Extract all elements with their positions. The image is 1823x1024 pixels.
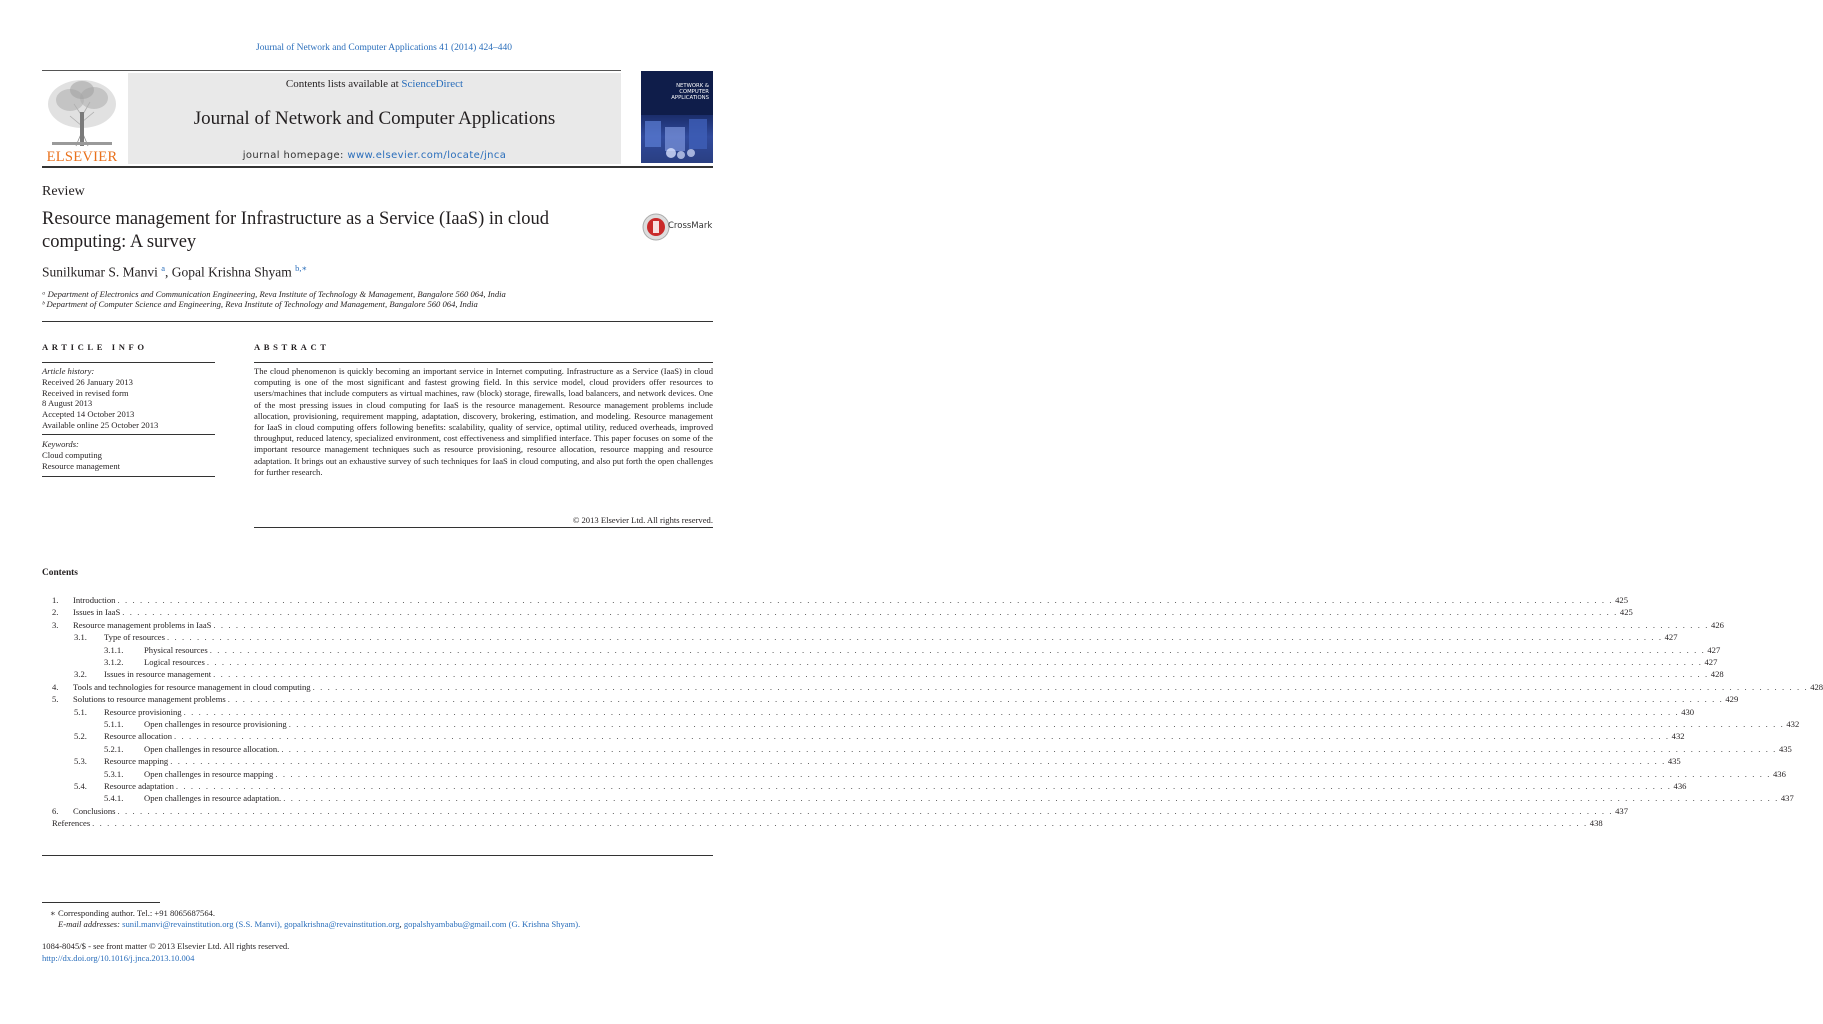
toc-entry-number: 5.4.1. <box>104 793 124 804</box>
toc-entry-number: 6. <box>52 805 59 816</box>
toc-entry-number: 5.3. <box>74 756 87 767</box>
toc-entry[interactable] <box>42 743 1792 756</box>
toc-entry-label: Issues in IaaS <box>73 607 121 618</box>
toc-entry-leader: . . . . . . . . . . . . . . . . . . . . . . . . . . . . . . . . . . . . . . . . . . . . . . . . . . . . . . . . . . . . . . . . . . . . . . . . . . . . . . . . . . . . . . . . . . . . . . . . . . . . . . . . . . . . . . . . . . . . . . . . . . . . . . . . . . . . . . . . . . . . . . . . . . . . . . . . . . . . . . . . . . . . . . . . . . . . . . . . . . . . . . . . . . . . . . . . . . . . . . . . <box>183 706 1680 717</box>
toc-entry-label: Resource adaptation <box>104 781 174 791</box>
abstract-copyright: © 2013 Elsevier Ltd. All rights reserved. <box>572 515 713 525</box>
email-link[interactable]: sunil.manvi@revainstitution.org <box>122 919 234 929</box>
toc-entry-page: 435 <box>1667 756 1681 767</box>
homepage-label: journal homepage: <box>242 150 348 161</box>
cover-title <box>671 83 709 102</box>
affiliation-a: ᵃ Department of Electronics and Communication Engineering, Reva Institute of Technology & Management, Bangalore 560 064, India <box>42 289 506 299</box>
toc-entry-leader: . . . . . . . . . . . . . . . . . . . . . . . . . . . . . . . . . . . . . . . . . . . . . . . . . . . . . . . . . . . . . . . . . . . . . . . . . . . . . . . . . . . . . . . . . . . . . . . . . . . . . . . . . . . . . . . . . . . . . . . . . . . . . . . . . . . . . . . . . . . . . . . . . . . . . . . . . . . . . . . . . . . . . . . . . . . . . . . . . . . . . . . . . . . . . . . . . . . . . . . . <box>206 657 1703 667</box>
toc-entry[interactable] <box>42 595 1628 607</box>
toc-entry-label: References <box>52 818 91 829</box>
toc-entry[interactable] <box>42 818 1603 830</box>
toc-entry[interactable] <box>42 793 1794 805</box>
toc-entry-number: 3.1. <box>74 632 87 643</box>
homepage-link[interactable]: www.elsevier.com/locate/jnca <box>347 150 507 161</box>
toc-entry-page: 432 <box>1671 731 1685 742</box>
toc-entry-label: Resource mapping <box>104 756 169 767</box>
toc-entry-leader: . . . . . . . . . . . . . . . . . . . . . . . . . . . . . . . . . . . . . . . . . . . . . . . . . . . . . . . . . . . . . . . . . . . . . . . . . . . . . . . . . . . . . . . . . . . . . . . . . . . . . . . . . . . . . . . . . . . . . . . . . . . . . . . . . . . . . . . . . . . . . . . . . . . . . . . . . . . . . . . . . . . . . . . . . . . . . . . . . . . . . . . . . . . . . . . . . . . . . . . . <box>213 669 1709 680</box>
toc-entry-label: Logical resources <box>144 657 205 667</box>
toc-entry[interactable] <box>42 607 1633 619</box>
toc-entry-page: 437 <box>1780 793 1794 804</box>
contents-heading: Contents <box>42 568 78 578</box>
history-label: Article history: <box>42 366 95 376</box>
abstract-text: The cloud phenomenon is quickly becoming an important service in Internet computing. Infrastructure as a Service (IaaS) in cloud computing is one of the most significant and fastest growing field. In this service model, cloud providers offer resources to users/machines that include computers as virtual machines, raw (block) storage, firewalls, load balancers, and network devices. One of the most pressing issues in cloud computing for IaaS is the resource management. Resource management problems include allocation, provisioning, requirement mapping, adaptation, discovery, brokering, estimation, and modeling. Resource management for IaaS in cloud computing offers following benefits: scalability, quality of service, optimal utility, reduced overheads, improved throughput, reduced latency, specialized environment, cost effectiveness and simplified interface. This paper focuses on some of the important resource management techniques such as resource provisioning, resource allocation, resource mapping and resource adaptation. It brings out an exhaustive survey of such techniques for IaaS in cloud computing, and also put forth the open challenges for further research. <box>254 366 713 477</box>
article-info-rule <box>42 476 215 477</box>
elsevier-wordmark: ELSEVIER <box>46 149 118 165</box>
toc-entry-label: Open challenges in resource mapping <box>144 768 274 779</box>
toc-entry-page: 428 <box>1710 669 1724 680</box>
toc-entry-label: Tools and technologies for resource management in cloud computing <box>73 681 311 692</box>
toc-entry[interactable] <box>42 681 1823 694</box>
email-label: E-mail addresses: <box>58 919 123 929</box>
toc-entry-page: 425 <box>1619 607 1633 618</box>
abstract-heading: ABSTRACT <box>254 342 330 352</box>
toc-entry-leader: . . . . . . . . . . . . . . . . . . . . . . . . . . . . . . . . . . . . . . . . . . . . . . . . . . . . . . . . . . . . . . . . . . . . . . . . . . . . . . . . . . . . . . . . . . . . . . . . . . . . . . . . . . . . . . . . . . . . . . . . . . . . . . . . . . . . . . . . . . . . . . . . . . . . . . . . . . . . . . . . . . . . . . . . . . . . . . . . . . . . . . . . . . . . . . . . . . . . . . . . <box>117 805 1614 816</box>
toc-entry-number: 5. <box>52 694 59 705</box>
contents-rule <box>42 855 713 856</box>
toc-entry-number: 3.1.2. <box>104 657 124 667</box>
history-line: Received 26 January 2013 <box>42 376 133 387</box>
email-addresses <box>58 919 580 929</box>
toc-entry-page: 427 <box>1664 632 1678 643</box>
toc-entry-page: 427 <box>1704 657 1718 667</box>
cover-title-line1: NETWORK & <box>676 83 709 89</box>
toc-entry-number: 3.1.1. <box>104 644 124 655</box>
toc-entry[interactable] <box>42 644 1721 657</box>
toc-entry[interactable] <box>42 781 1687 793</box>
article-info-rule <box>42 434 215 435</box>
crossmark-label: CrossMark <box>668 221 713 231</box>
toc-entry-page: 430 <box>1681 706 1695 717</box>
author-affiliation-ref[interactable]: b,∗ <box>295 263 308 273</box>
header-rule-top <box>42 70 621 71</box>
email-owner: (S.S. Manvi), <box>233 919 285 929</box>
issn-line: 1084-8045/$ - see front matter © 2013 Elsevier Ltd. All rights reserved. <box>42 941 290 951</box>
cover-title-line2: COMPUTER <box>679 89 709 96</box>
toc-entry-leader: . . . . . . . . . . . . . . . . . . . . . . . . . . . . . . . . . . . . . . . . . . . . . . . . . . . . . . . . . . . . . . . . . . . . . . . . . . . . . . . . . . . . . . . . . . . . . . . . . . . . . . . . . . . . . . . . . . . . . . . . . . . . . . . . . . . . . . . . . . . . . . . . . . . . . . . . . . . . . . . . . . . . . . . . . . . . . . . . . . . . . . . . . . . . . . . . . . . . . . . . <box>170 756 1666 767</box>
toc-entry-label: Open challenges in resource allocation. <box>144 743 280 754</box>
keywords-block <box>42 439 215 471</box>
toc-entry[interactable] <box>42 657 1718 669</box>
journal-cover-image[interactable] <box>641 71 713 163</box>
history-line: Accepted 14 October 2013 <box>42 409 135 420</box>
toc-entry-number: 5.2. <box>74 731 87 742</box>
cover-title-line3: APPLICATIONS <box>671 95 709 102</box>
journal-citation[interactable]: Journal of Network and Computer Applications 41 (2014) 424–440 <box>256 43 512 53</box>
toc-entry-leader: . . . . . . . . . . . . . . . . . . . . . . . . . . . . . . . . . . . . . . . . . . . . . . . . . . . . . . . . . . . . . . . . . . . . . . . . . . . . . . . . . . . . . . . . . . . . . . . . . . . . . . . . . . . . . . . . . . . . . . . . . . . . . . . . . . . . . . . . . . . . . . . . . . . . . . . . . . . . . . . . . . . . . . . . . . . . . . . . . . . . . . . . . . . . . . . . . . . . . . . . <box>213 619 1710 630</box>
toc-entry[interactable] <box>42 706 1695 719</box>
affiliation-b: ᵇ Department of Computer Science and Engineering, Reva Institute of Technology and Management, Bangalore 560 064, India <box>42 299 478 309</box>
history-line: 8 August 2013 <box>42 398 93 409</box>
toc-entry-number: 5.3.1. <box>104 768 124 779</box>
toc-entry-leader: . . . . . . . . . . . . . . . . . . . . . . . . . . . . . . . . . . . . . . . . . . . . . . . . . . . . . . . . . . . . . . . . . . . . . . . . . . . . . . . . . . . . . . . . . . . . . . . . . . . . . . . . . . . . . . . . . . . . . . . . . . . . . . . . . . . . . . . . . . . . . . . . . . . . . . . . . . . . . . . . . . . . . . . . . . . . . . . . . . . . . . . . . . . . . . . . . . . . . . . . <box>281 743 1777 754</box>
keyword: Resource management <box>42 460 121 471</box>
contents-available-text: Contents lists available at <box>285 78 402 90</box>
article-title: Resource management for Infrastructure as a Service (IaaS) in cloud computing: A survey <box>42 209 549 252</box>
journal-title: Journal of Network and Computer Applications <box>193 108 556 129</box>
toc-entry-label: Solutions to resource management problems <box>73 694 226 705</box>
doi-link[interactable]: http://dx.doi.org/10.1016/j.jnca.2013.10.004 <box>42 953 195 963</box>
toc-entry-label: Resource management problems in IaaS <box>73 619 212 630</box>
toc-entry-number: 5.1. <box>74 706 87 717</box>
journal-homepage-line <box>128 150 621 161</box>
toc-entry-label: Introduction <box>73 595 116 605</box>
email-owner: (G. Krishna Shyam). <box>506 919 581 929</box>
toc-entry[interactable] <box>42 694 1739 706</box>
toc-entry[interactable] <box>42 632 1678 644</box>
toc-entry[interactable] <box>42 756 1681 768</box>
toc-entry-number: 5.2.1. <box>104 743 124 754</box>
article-type: Review <box>42 184 85 199</box>
article-info-rule <box>42 362 215 363</box>
email-separator: , <box>399 919 404 929</box>
history-line: Available online 25 October 2013 <box>42 419 159 430</box>
toc-entry-page: 438 <box>1589 818 1603 829</box>
toc-entry-leader: . . . . . . . . . . . . . . . . . . . . . . . . . . . . . . . . . . . . . . . . . . . . . . . . . . . . . . . . . . . . . . . . . . . . . . . . . . . . . . . . . . . . . . . . . . . . . . . . . . . . . . . . . . . . . . . . . . . . . . . . . . . . . . . . . . . . . . . . . . . . . . . . . . . . . . . . . . . . . . . . . . . . . . . . . . . . . . . . . . . . . . . . . . . . . . . . . . . . . . . . <box>92 818 1588 829</box>
toc-entry[interactable] <box>42 805 1629 818</box>
toc-entry-label: Conclusions <box>73 805 116 816</box>
article-info-heading: ARTICLE INFO <box>42 342 148 352</box>
abstract-rule <box>254 527 713 528</box>
email-link[interactable]: gopalshyambabu@gmail.com <box>403 919 507 929</box>
abstract-rule <box>254 362 713 363</box>
toc-entry-page: 437 <box>1615 805 1629 816</box>
toc-entry[interactable] <box>42 731 1685 743</box>
toc-entry-leader: . . . . . . . . . . . . . . . . . . . . . . . . . . . . . . . . . . . . . . . . . . . . . . . . . . . . . . . . . . . . . . . . . . . . . . . . . . . . . . . . . . . . . . . . . . . . . . . . . . . . . . . . . . . . . . . . . . . . . . . . . . . . . . . . . . . . . . . . . . . . . . . . . . . . . . . . . . . . . . . . . . . . . . . . . . . . . . . . . . . . . . . . . . . . . . . . . . . . . . . . <box>122 607 1618 618</box>
toc-entry-page: 436 <box>1673 781 1687 791</box>
toc-entry-number: 2. <box>52 607 59 618</box>
toc-entry-page: 427 <box>1707 644 1721 655</box>
toc-entry-leader: . . . . . . . . . . . . . . . . . . . . . . . . . . . . . . . . . . . . . . . . . . . . . . . . . . . . . . . . . . . . . . . . . . . . . . . . . . . . . . . . . . . . . . . . . . . . . . . . . . . . . . . . . . . . . . . . . . . . . . . . . . . . . . . . . . . . . . . . . . . . . . . . . . . . . . . . . . . . . . . . . . . . . . . . . . . . . . . . . . . . . . . . . . . . . . . . . . . . . . . . <box>283 793 1779 804</box>
toc-entry-page: 435 <box>1778 743 1792 754</box>
toc-entry-label: Physical resources <box>144 644 208 655</box>
toc-entry-label: Issues in resource management <box>104 669 212 680</box>
header-rule-bottom <box>42 166 713 168</box>
toc-entry-leader: . . . . . . . . . . . . . . . . . . . . . . . . . . . . . . . . . . . . . . . . . . . . . . . . . . . . . . . . . . . . . . . . . . . . . . . . . . . . . . . . . . . . . . . . . . . . . . . . . . . . . . . . . . . . . . . . . . . . . . . . . . . . . . . . . . . . . . . . . . . . . . . . . . . . . . . . . . . . . . . . . . . . . . . . . . . . . . . . . . . . . . . . . . . . . . . . . . . . . . . . <box>175 781 1672 791</box>
keyword: Cloud computing <box>42 449 102 460</box>
toc-entry-label: Type of resources <box>104 632 165 643</box>
toc-entry-label: Resource allocation <box>104 731 173 742</box>
toc-entry-number: 4. <box>52 681 59 692</box>
article-history <box>42 366 215 431</box>
footnote-rule <box>42 902 160 903</box>
toc-entry-leader: . . . . . . . . . . . . . . . . . . . . . . . . . . . . . . . . . . . . . . . . . . . . . . . . . . . . . . . . . . . . . . . . . . . . . . . . . . . . . . . . . . . . . . . . . . . . . . . . . . . . . . . . . . . . . . . . . . . . . . . . . . . . . . . . . . . . . . . . . . . . . . . . . . . . . . . . . . . . . . . . . . . . . . . . . . . . . . . . . . . . . . . . . . . . . . . . . . . . . . . . <box>312 681 1809 692</box>
toc-entry-page: 428 <box>1810 681 1823 692</box>
email-link[interactable]: gopalkrishna@revainstitution.org <box>284 919 400 929</box>
toc-entry-page: 436 <box>1772 768 1786 779</box>
toc-entry-leader: . . . . . . . . . . . . . . . . . . . . . . . . . . . . . . . . . . . . . . . . . . . . . . . . . . . . . . . . . . . . . . . . . . . . . . . . . . . . . . . . . . . . . . . . . . . . . . . . . . . . . . . . . . . . . . . . . . . . . . . . . . . . . . . . . . . . . . . . . . . . . . . . . . . . . . . . . . . . . . . . . . . . . . . . . . . . . . . . . . . . . . . . . . . . . . . . . . . . . . . . <box>227 694 1724 705</box>
toc-entry[interactable] <box>42 669 1724 681</box>
toc-entry-label: Open challenges in resource provisioning <box>144 719 287 729</box>
toc-entry[interactable] <box>42 619 1724 632</box>
toc-entry-page: 425 <box>1615 595 1628 605</box>
toc-entry-leader: . . . . . . . . . . . . . . . . . . . . . . . . . . . . . . . . . . . . . . . . . . . . . . . . . . . . . . . . . . . . . . . . . . . . . . . . . . . . . . . . . . . . . . . . . . . . . . . . . . . . . . . . . . . . . . . . . . . . . . . . . . . . . . . . . . . . . . . . . . . . . . . . . . . . . . . . . . . . . . . . . . . . . . . . . . . . . . . . . . . . . . . . . . . . . . . . . . . . . . . . <box>288 719 1785 729</box>
toc-entry-page: 429 <box>1725 694 1739 705</box>
cover-photo <box>641 115 713 163</box>
toc-entry[interactable] <box>42 768 1786 781</box>
toc-entry-number: 3.2. <box>74 669 87 680</box>
sciencedirect-link[interactable]: ScienceDirect <box>401 78 464 90</box>
toc-entry-leader: . . . . . . . . . . . . . . . . . . . . . . . . . . . . . . . . . . . . . . . . . . . . . . . . . . . . . . . . . . . . . . . . . . . . . . . . . . . . . . . . . . . . . . . . . . . . . . . . . . . . . . . . . . . . . . . . . . . . . . . . . . . . . . . . . . . . . . . . . . . . . . . . . . . . . . . . . . . . . . . . . . . . . . . . . . . . . . . . . . . . . . . . . . . . . . . . . . . . . . . . <box>209 644 1706 655</box>
toc-entry-leader: . . . . . . . . . . . . . . . . . . . . . . . . . . . . . . . . . . . . . . . . . . . . . . . . . . . . . . . . . . . . . . . . . . . . . . . . . . . . . . . . . . . . . . . . . . . . . . . . . . . . . . . . . . . . . . . . . . . . . . . . . . . . . . . . . . . . . . . . . . . . . . . . . . . . . . . . . . . . . . . . . . . . . . . . . . . . . . . . . . . . . . . . . . . . . . . . . . . . . . . . <box>166 632 1663 643</box>
toc-entry[interactable] <box>42 719 1800 731</box>
toc-entry-leader: . . . . . . . . . . . . . . . . . . . . . . . . . . . . . . . . . . . . . . . . . . . . . . . . . . . . . . . . . . . . . . . . . . . . . . . . . . . . . . . . . . . . . . . . . . . . . . . . . . . . . . . . . . . . . . . . . . . . . . . . . . . . . . . . . . . . . . . . . . . . . . . . . . . . . . . . . . . . . . . . . . . . . . . . . . . . . . . . . . . . . . . . . . . . . . . . . . . . . . . . <box>117 595 1614 605</box>
toc-entry-leader: . . . . . . . . . . . . . . . . . . . . . . . . . . . . . . . . . . . . . . . . . . . . . . . . . . . . . . . . . . . . . . . . . . . . . . . . . . . . . . . . . . . . . . . . . . . . . . . . . . . . . . . . . . . . . . . . . . . . . . . . . . . . . . . . . . . . . . . . . . . . . . . . . . . . . . . . . . . . . . . . . . . . . . . . . . . . . . . . . . . . . . . . . . . . . . . . . . . . . . . . <box>174 731 1670 742</box>
author-affiliation-ref[interactable]: a <box>161 263 166 273</box>
history-line: Received in revised form <box>42 387 129 398</box>
toc-entry-label: Open challenges in resource adaptation. <box>144 793 282 804</box>
crossmark-icon <box>641 212 671 242</box>
corresponding-author-note: ∗ Corresponding author. Tel.: +91 8065687564. <box>50 908 216 918</box>
author-list: Sunilkumar S. Manvi $^a$, Gopal Krishna Shyam $^{b,∗}$ <box>42 263 308 280</box>
toc-entry-leader: . . . . . . . . . . . . . . . . . . . . . . . . . . . . . . . . . . . . . . . . . . . . . . . . . . . . . . . . . . . . . . . . . . . . . . . . . . . . . . . . . . . . . . . . . . . . . . . . . . . . . . . . . . . . . . . . . . . . . . . . . . . . . . . . . . . . . . . . . . . . . . . . . . . . . . . . . . . . . . . . . . . . . . . . . . . . . . . . . . . . . . . . . . . . . . . . . . . . . . . . <box>275 768 1771 779</box>
section-rule <box>42 321 713 322</box>
toc-entry-number: 5.4. <box>74 781 87 791</box>
toc-entry-label: Resource provisioning <box>104 706 182 717</box>
toc-entry-number: 1. <box>52 595 59 605</box>
author-name[interactable]: Gopal Krishna Shyam <box>171 264 292 280</box>
contents-available-line <box>128 78 621 90</box>
keywords-label: Keywords: <box>42 439 79 449</box>
toc-entry-page: 432 <box>1786 719 1800 729</box>
toc-entry-number: 5.1.1. <box>104 719 124 729</box>
toc-entry-page: 426 <box>1711 619 1724 630</box>
toc-entry-number: 3. <box>52 619 59 630</box>
author-name[interactable]: Sunilkumar S. Manvi <box>42 264 158 280</box>
